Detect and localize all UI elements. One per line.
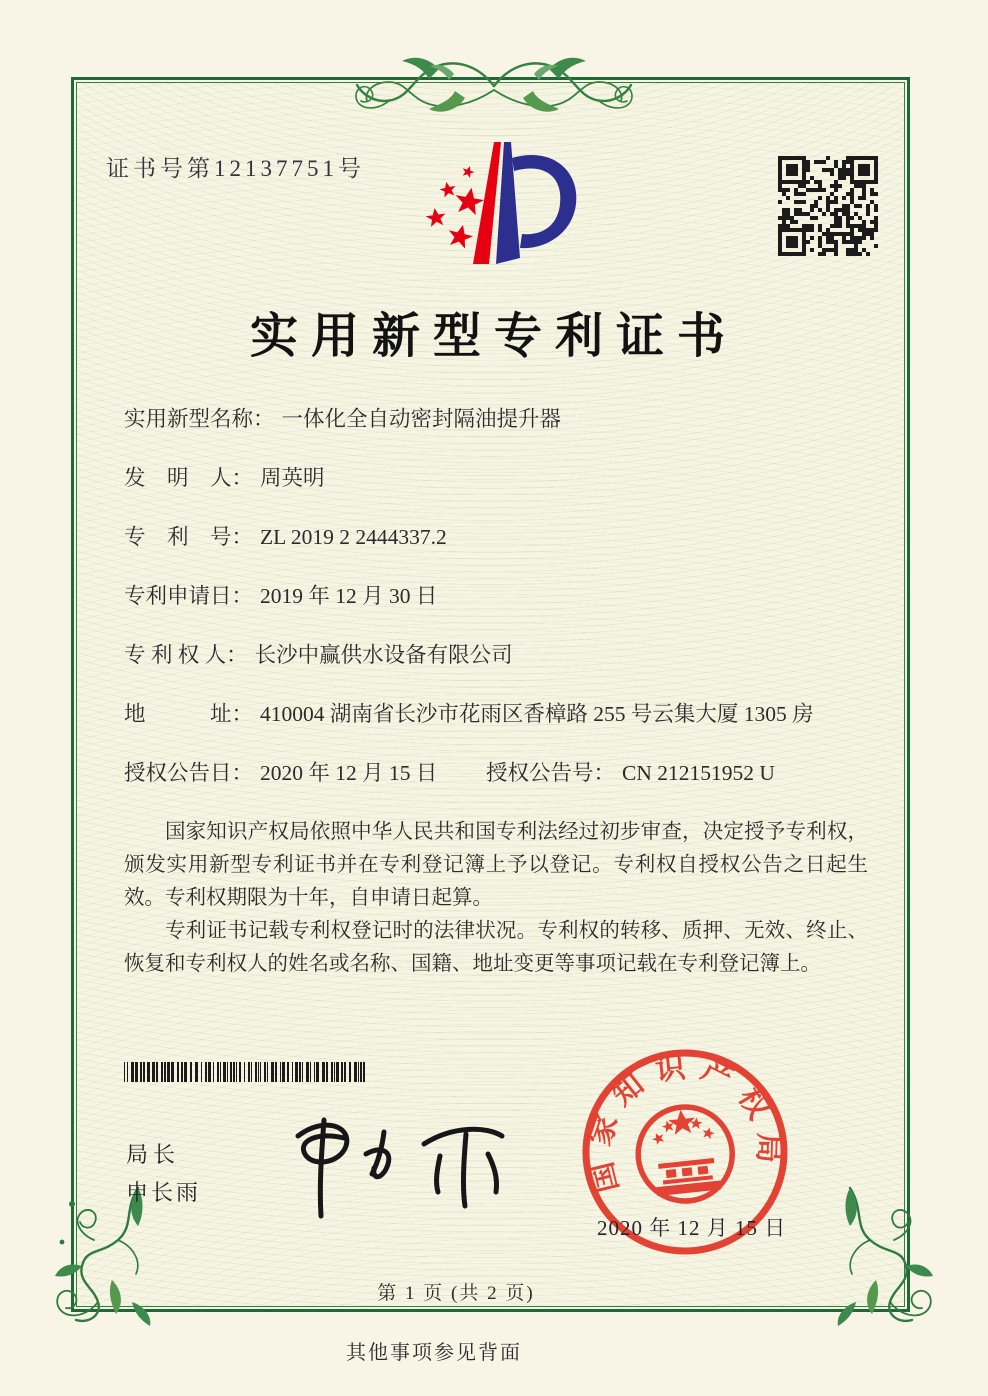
top-center-flourish-ornament [344, 48, 644, 124]
field-value: CN 212151952 U [622, 761, 775, 785]
legal-paragraph-1: 国家知识产权局依照中华人民共和国专利法经过初步审查，决定授予专利权，颁发实用新型专利证书并在专利登记簿上予以登记。专利权自授权公告之日起生效。专利权期限为十年，自申请日起算。 [124, 821, 868, 909]
field-label: 授权公告日： [124, 761, 254, 785]
field-label: 发 明 人： [124, 466, 254, 490]
field-value: 410004 湖南省长沙市花雨区香樟路 255 号云集大厦 1305 房 [260, 702, 814, 726]
field-value: ZL 2019 2 2444337.2 [260, 525, 447, 549]
field-label: 专 利 号： [124, 525, 254, 549]
back-side-note: 其他事项参见背面 [346, 1342, 522, 1364]
field-value: 2019 年 12 月 30 日 [260, 584, 438, 608]
barcode [124, 1062, 371, 1082]
certificate-number: 证书号第12137751号 [106, 156, 365, 181]
legal-paragraphs [124, 816, 868, 981]
seal-text: 国家知识产权局 [582, 1049, 786, 1196]
field-value: 一体化全自动密封隔油提升器 [281, 407, 562, 431]
field-list [124, 405, 884, 818]
certificate-title: 实用新型专利证书 [249, 310, 738, 363]
legal-paragraph-2: 专利证书记载专利权登记时的法律状况。专利权的转移、质押、无效、终止、恢复和专利权人的姓名或名称、国籍、地址变更等事项记载在专利登记簿上。 [124, 920, 868, 975]
bottom-right-corner-flourish [816, 1182, 946, 1332]
field-row-inventor [124, 464, 884, 492]
field-label: 专 利 权 人： [124, 643, 248, 667]
field-row-grant-date [124, 759, 884, 787]
field-value: 周英明 [260, 466, 325, 490]
field-label: 授权公告号： [486, 761, 616, 785]
qr-code [778, 156, 878, 256]
field-label: 专利申请日： [124, 584, 254, 608]
commissioner-signature [262, 1106, 512, 1224]
field-row-patent-no [124, 523, 884, 551]
field-label: 地 址： [124, 702, 254, 726]
field-row-name [124, 405, 884, 433]
national-emblem-icon [634, 1102, 737, 1205]
field-label: 实用新型名称： [124, 407, 275, 431]
field-row-address [124, 700, 884, 728]
page-number: 第 1 页 (共 2 页) [377, 1283, 535, 1304]
field-grant-publication-no [486, 759, 775, 787]
field-row-patentee [124, 641, 884, 669]
commissioner-name: 申长雨 [126, 1180, 202, 1205]
field-row-filing-date [124, 582, 884, 610]
seal-date: 2020 年 12 月 15 日 [597, 1216, 787, 1240]
commissioner-title: 局长 [126, 1142, 181, 1167]
field-value: 长沙中赢供水设备有限公司 [254, 643, 513, 667]
field-value: 2020 年 12 月 15 日 [260, 761, 438, 785]
cnipa-logo-icon [408, 138, 583, 270]
